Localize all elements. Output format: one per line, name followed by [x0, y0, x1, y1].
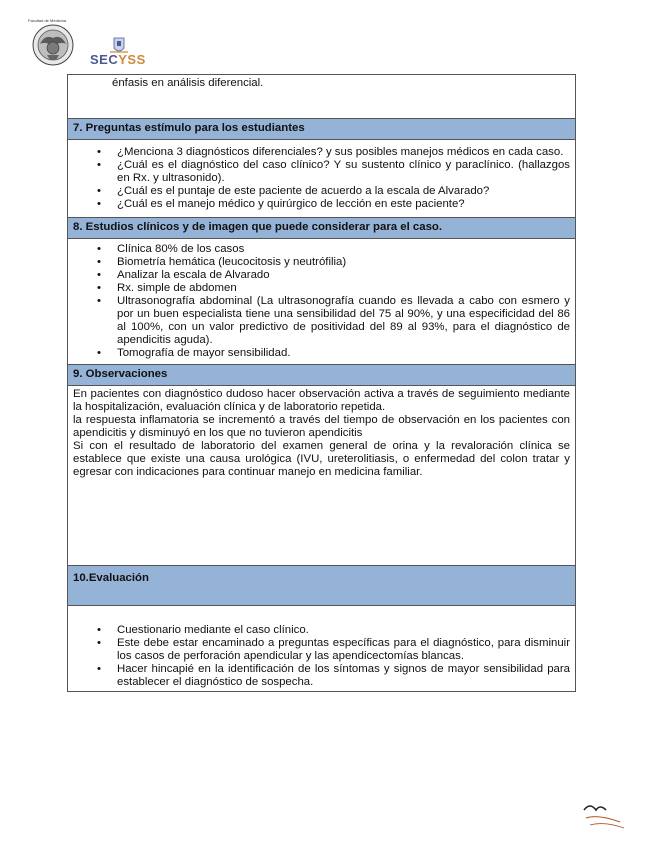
page-header — [28, 18, 228, 68]
section-9-header: 9. Observaciones — [68, 365, 576, 386]
section-8-body — [68, 239, 576, 365]
list-item: • ¿Menciona 3 diagnósticos diferenciales? y sus posibles manejos médicos en cada caso. — [117, 146, 570, 159]
section-10-body — [68, 606, 576, 692]
list-item: • ¿Cuál es el puntaje de este paciente de acuerdo a la escala de Alvarado? — [117, 185, 570, 198]
university-seal-logo — [32, 24, 74, 66]
observation-paragraph: la respuesta inflamatoria se incrementó a través del tiempo de observación en los pacientes con apendicitis y disminuyó en los que no tuvieron apendicitis — [73, 414, 570, 439]
list-item: • Clínica 80% de los casos — [117, 243, 570, 256]
list-item: • Este debe estar encaminado a preguntas específicas para el diagnóstico, para disminuir los casos de perforación apendicular y las apendicectomías blancas. — [117, 637, 570, 663]
list-item: • ¿Cuál es el diagnóstico del caso clínico? Y su sustento clínico y paraclínico. (hallazgos en Rx. y ultrasonido). — [117, 159, 570, 185]
section-8-header: 8. Estudios clínicos y de imagen que puede considerar para el caso. — [68, 218, 576, 239]
list-item: • Cuestionario mediante el caso clínico. — [117, 624, 570, 637]
list-item: • Tomografía de mayor sensibilidad. — [117, 347, 570, 360]
footer-signature-logo — [580, 800, 628, 832]
secyss-logo-text: SECYSS — [90, 52, 146, 67]
faculty-label: Facultad de Medicina — [28, 18, 67, 23]
section-9-body — [68, 386, 576, 566]
intro-cell — [68, 75, 576, 119]
content-table — [67, 74, 576, 692]
list-item: • Ultrasonografía abdominal (La ultrasonografía cuando es llevada a cabo con esmero y por un buen especialista tiene una sensibilidad del 75 al 90%, y una especificidad del 86 al 100%, con un valor predictivo de positividad del 89 al 93%, para el diagnóstico de apendicitis aguda). — [117, 295, 570, 347]
list-item: • Hacer hincapié en la identificación de los síntomas y signos de mayor sensibilidad para establecer el diagnóstico de sospecha. — [117, 663, 570, 689]
section-10-list — [73, 624, 570, 689]
observation-paragraph: Si con el resultado de laboratorio del examen general de orina y la revaloración clínica se establece que existe una causa urológica (IVU, ureterolitiasis, o enfermedad del colon tratar y egresar con indicaciones para continuar manejo en medicina familiar. — [73, 440, 570, 478]
intro-text: énfasis en análisis diferencial. — [112, 77, 264, 89]
list-item: • Rx. simple de abdomen — [117, 282, 570, 295]
section-8-list — [73, 243, 570, 360]
list-item: • Analizar la escala de Alvarado — [117, 269, 570, 282]
section-7-header: 7. Preguntas estímulo para los estudiantes — [68, 119, 576, 140]
list-item: • ¿Cuál es el manejo médico y quirúrgico de lección en este paciente? — [117, 198, 570, 211]
section-7-body — [68, 140, 576, 218]
observation-paragraph: En pacientes con diagnóstico dudoso hacer observación activa a través de seguimiento mediante la hospitalización, evaluación clínica y de laboratorio repetida. — [73, 388, 570, 413]
section-10-header: 10.Evaluación — [68, 566, 576, 606]
list-item: • Biometría hemática (leucocitosis y neutrófilia) — [117, 256, 570, 269]
section-7-list — [73, 146, 570, 211]
